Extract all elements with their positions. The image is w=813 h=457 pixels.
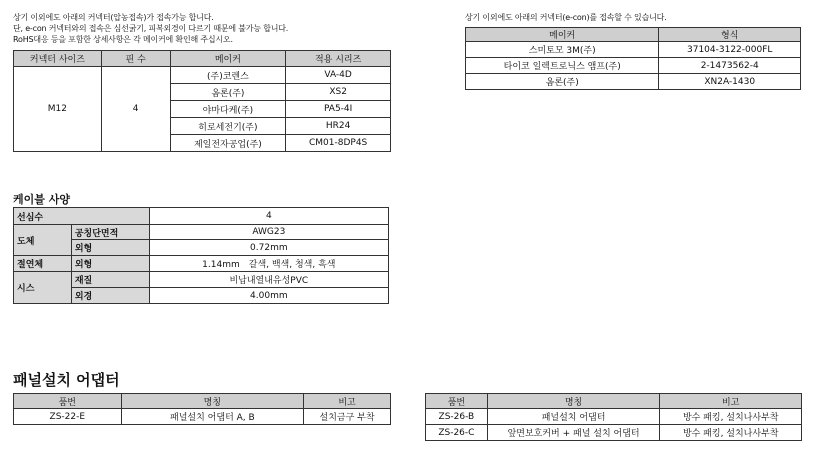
connector-table	[13, 50, 391, 152]
name-cell: 패널설치 어댑터 A, B	[121, 409, 303, 425]
series-cell: VA-4D	[286, 67, 391, 84]
conductor-od-value: 0.72mm	[149, 240, 388, 256]
sheath-material-value: 비납내열내유성PVC	[149, 272, 388, 288]
econ-note: 상기 이외에도 아래의 커넥터(e-con)를 접속할 수 있습니다.	[465, 13, 667, 22]
header-part-number: 품번	[14, 394, 122, 409]
sheath-outer-value: 4.00mm	[149, 288, 388, 304]
header-remark: 비고	[304, 394, 391, 409]
nominal-area-label: 공칭단면적	[71, 225, 149, 240]
maker-cell: 히로세전기(주)	[170, 118, 286, 135]
name-cell: 앞면보호커버 + 패널 설치 어댑터	[487, 425, 660, 441]
cable-spec-title: 케이블 사양	[13, 193, 70, 206]
connector-note-3: RoHS대응 등을 포함한 상세사항은 각 메이커에 확인해 주십시오.	[13, 35, 233, 44]
econ-table	[465, 27, 801, 90]
econ-model-cell: 37104-3122-000FL	[659, 42, 801, 58]
insulator-od-label: 외형	[71, 256, 149, 272]
name-cell: 패널설치 어댑터	[487, 409, 660, 425]
panel-adapter-table-left	[13, 393, 391, 425]
sheath-material-label: 재질	[71, 272, 149, 288]
series-cell: CM01-8DP4S	[286, 135, 391, 152]
connector-size-cell: M12	[14, 67, 102, 152]
connector-note-2: 단, e-con 커넥터와의 접속은 심선굵기, 피복외경이 다르기 때문에 불가능 합니다.	[13, 24, 289, 33]
econ-maker-cell: 옴론(주)	[466, 74, 659, 90]
connector-note-1: 상기 이외에도 아래의 커넥터(압농접속)가 접속가능 합니다.	[13, 13, 214, 22]
header-maker: 메이커	[170, 51, 286, 67]
cable-spec-table	[13, 207, 389, 304]
remark-cell: 설치금구 부착	[304, 409, 391, 425]
panel-adapter-title: 패널설치 어댑터	[13, 371, 120, 389]
header-econ-model: 형식	[659, 28, 801, 42]
maker-cell: 야마다케(주)	[170, 101, 286, 118]
econ-model-cell: 2-1473562-4	[659, 58, 801, 74]
econ-model-cell: XN2A-1430	[659, 74, 801, 90]
insulator-od-value: 1.14mm 갈색, 백색, 청색, 흑색	[149, 256, 388, 272]
maker-cell: (주)코렌스	[170, 67, 286, 84]
series-cell: PA5-4I	[286, 101, 391, 118]
insulator-label: 절연체	[14, 256, 72, 272]
header-series: 적용 시리즈	[286, 51, 391, 67]
maker-cell: 제일전자공업(주)	[170, 135, 286, 152]
econ-maker-cell: 타이코 일렉트로닉스 앰프(주)	[466, 58, 659, 74]
header-pin-count: 핀 수	[101, 51, 170, 67]
series-cell: XS2	[286, 84, 391, 101]
remark-cell: 방수 패킹, 설치나사부착	[660, 425, 802, 441]
header-name: 명칭	[121, 394, 303, 409]
header-name: 명칭	[487, 394, 660, 409]
pin-count-cell: 4	[101, 67, 170, 152]
conductor-od-label: 외형	[71, 240, 149, 256]
maker-cell: 옴론(주)	[170, 84, 286, 101]
series-cell: HR24	[286, 118, 391, 135]
core-count-value: 4	[149, 208, 388, 225]
panel-adapter-table-right	[425, 393, 802, 441]
nominal-area-value: AWG23	[149, 225, 388, 240]
econ-maker-cell: 스미토모 3M(주)	[466, 42, 659, 58]
part-number-cell: ZS-22-E	[14, 409, 122, 425]
part-number-cell: ZS-26-C	[426, 425, 488, 441]
sheath-outer-label: 외경	[71, 288, 149, 304]
remark-cell: 방수 패킹, 설치나사부착	[660, 409, 802, 425]
header-remark: 비고	[660, 394, 802, 409]
conductor-label: 도체	[14, 225, 72, 256]
core-count-label: 선심수	[14, 208, 150, 225]
header-econ-maker: 메이커	[466, 28, 659, 42]
part-number-cell: ZS-26-B	[426, 409, 488, 425]
header-part-number: 품번	[426, 394, 488, 409]
sheath-label: 시스	[14, 272, 72, 304]
header-connector-size: 커넥터 사이즈	[14, 51, 102, 67]
